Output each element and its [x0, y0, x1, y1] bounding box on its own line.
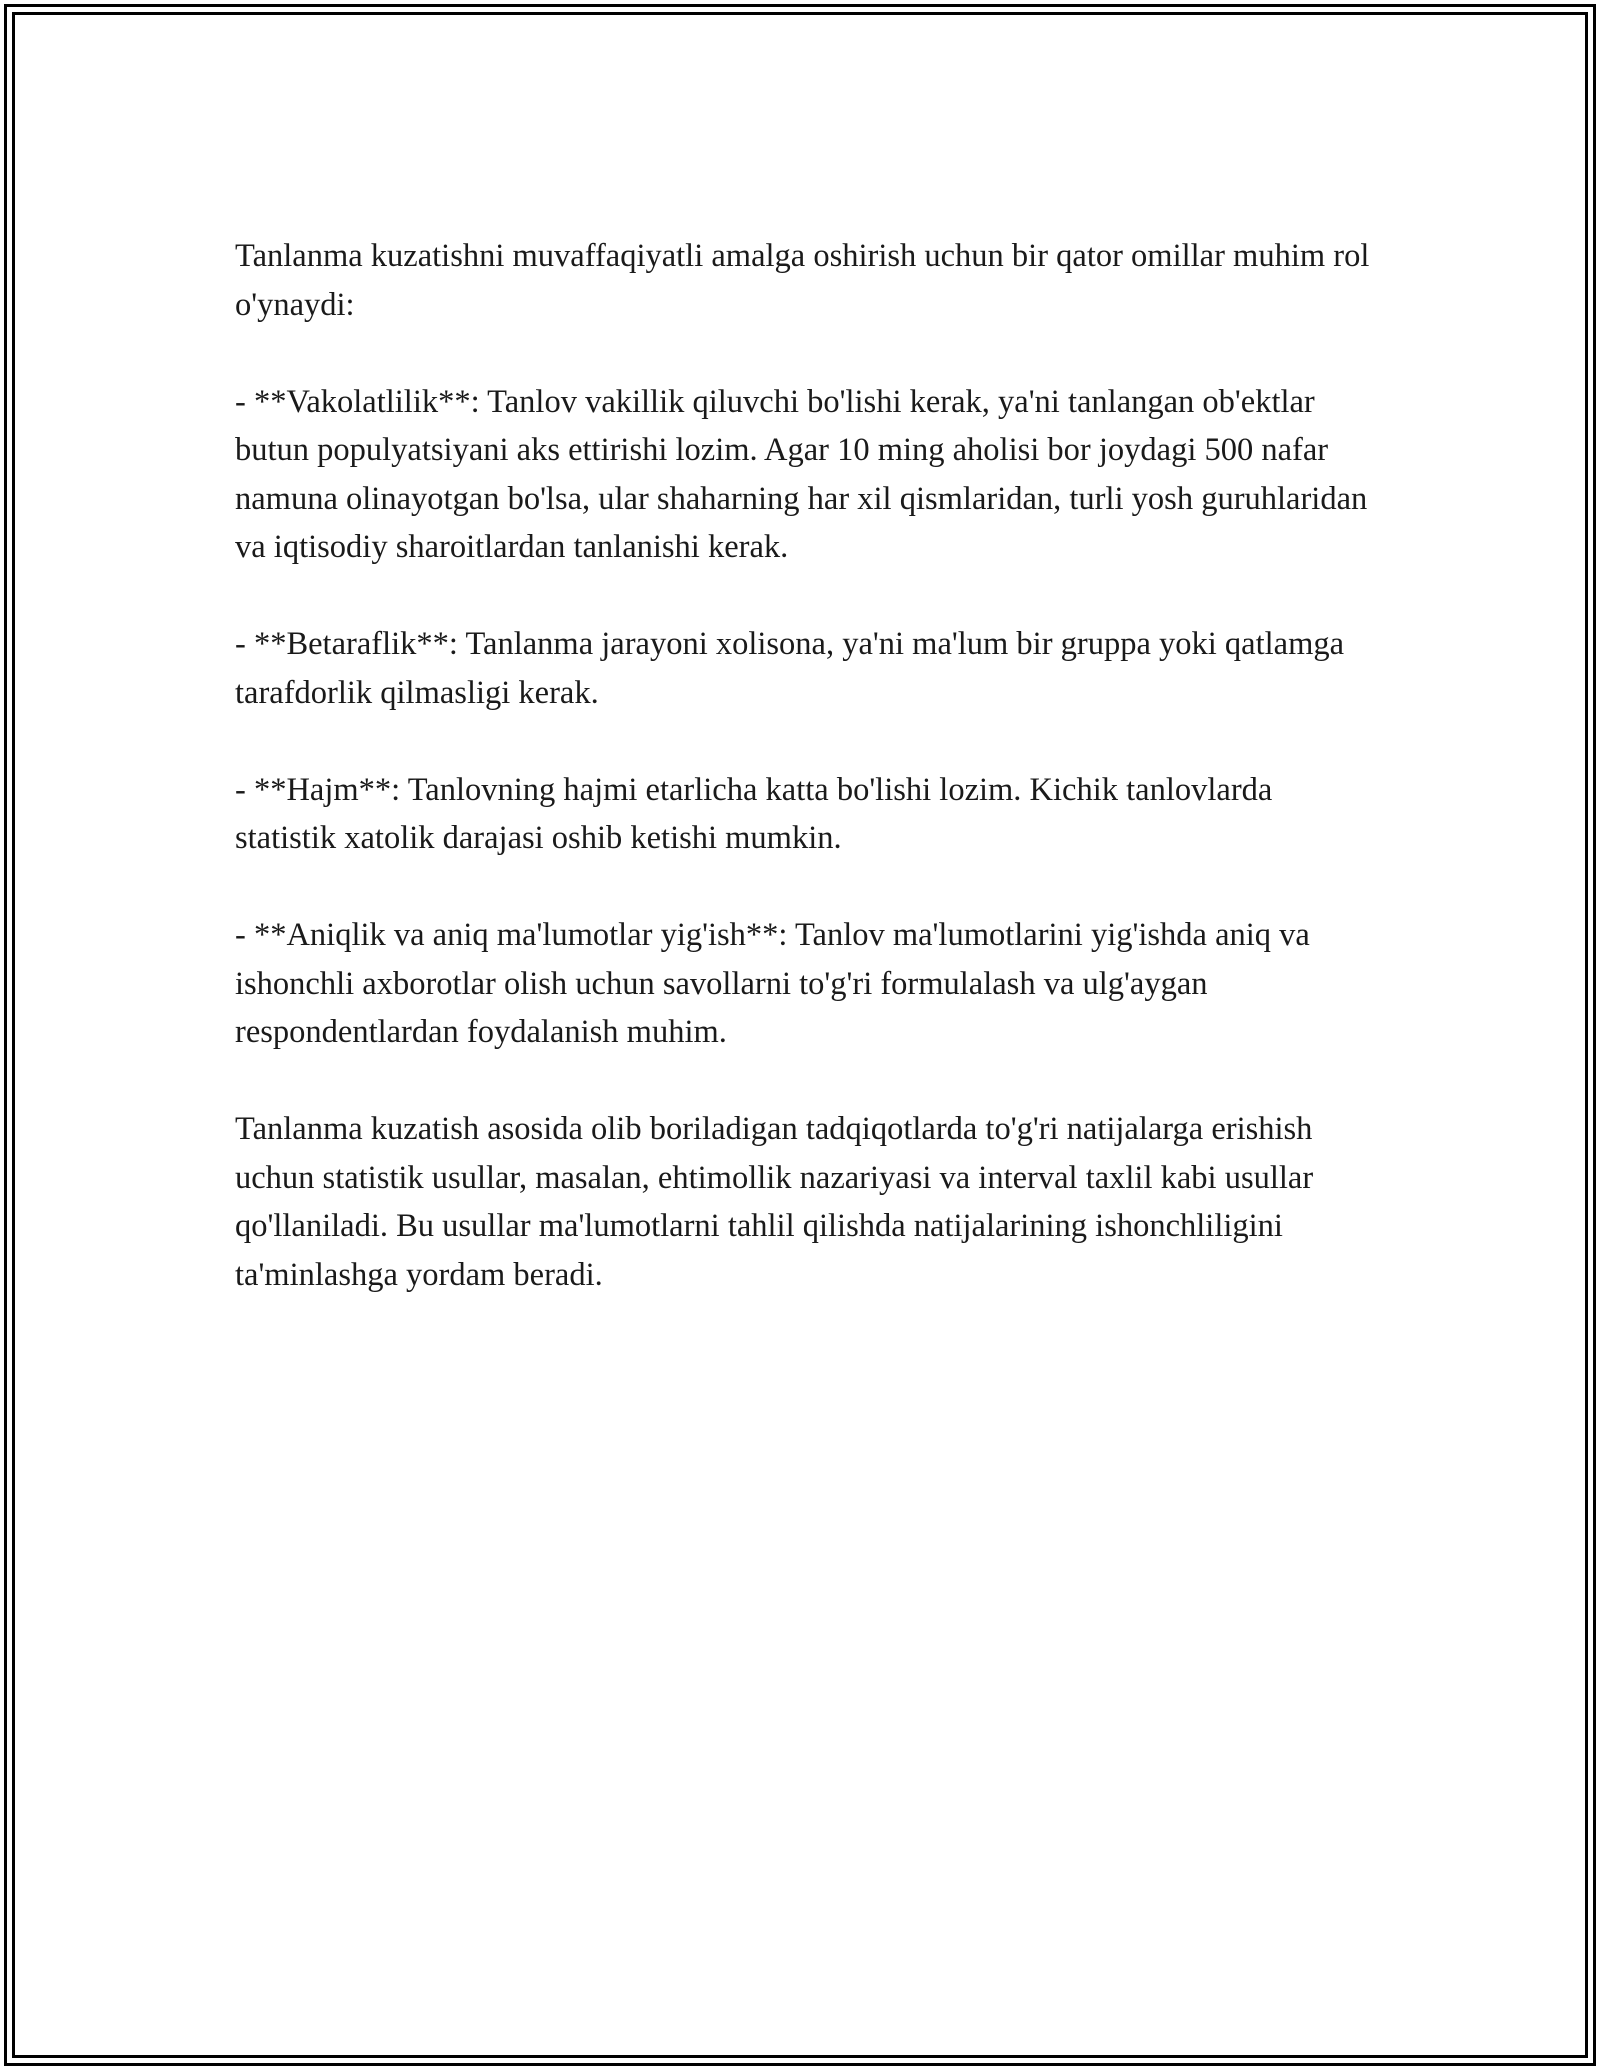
document-body	[235, 232, 1375, 1348]
representativeness-paragraph: - **Vakolatlilik**: Tanlov vakillik qiluvchi bo'lishi kerak, ya'ni tanlangan ob'ektlar butun populyatsiyani aks ettirishi lozim. Agar 10 ming aholisi bor joydagi 500 nafar namuna olinayotgan bo'lsa, ular shaharning har xil qismlaridan, turli yosh guruhlaridan va iqtisodiy sharoitlardan tanlanishi kerak.	[235, 383, 1368, 565]
intro-paragraph: Tanlanma kuzatishni muvaffaqiyatli amalga oshirish uchun bir qator omillar muhim rol o'ynaydi:	[235, 238, 1370, 323]
accuracy-paragraph: - **Aniqlik va aniq ma'lumotlar yig'ish**: Tanlov ma'lumotlarini yig'ishda aniq va ishonchli axborotlar olish uchun savollarni to'g'ri formulalash va ulg'aygan respondentlardan foydalanish muhim.	[235, 917, 1310, 1050]
conclusion-paragraph: Tanlanma kuzatish asosida olib boriladigan tadqiqotlarda to'g'ri natijalarga erishish uchun statistik usullar, masalan, ehtimollik nazariyasi va interval taxlil kabi usullar qo'llaniladi. Bu usullar ma'lumotlarni tahlil qilishda natijalarining ishonchliligini ta'minlashga yordam beradi.	[235, 1111, 1314, 1293]
sample-size-paragraph: - **Hajm**: Tanlovning hajmi etarlicha katta bo'lishi lozim. Kichik tanlovlarda statistik xatolik darajasi oshib ketishi mumkin.	[235, 771, 1273, 856]
impartiality-paragraph: - **Betaraflik**: Tanlanma jarayoni xolisona, ya'ni ma'lum bir gruppa yoki qatlamga tarafdorlik qilmasligi kerak.	[235, 626, 1345, 711]
